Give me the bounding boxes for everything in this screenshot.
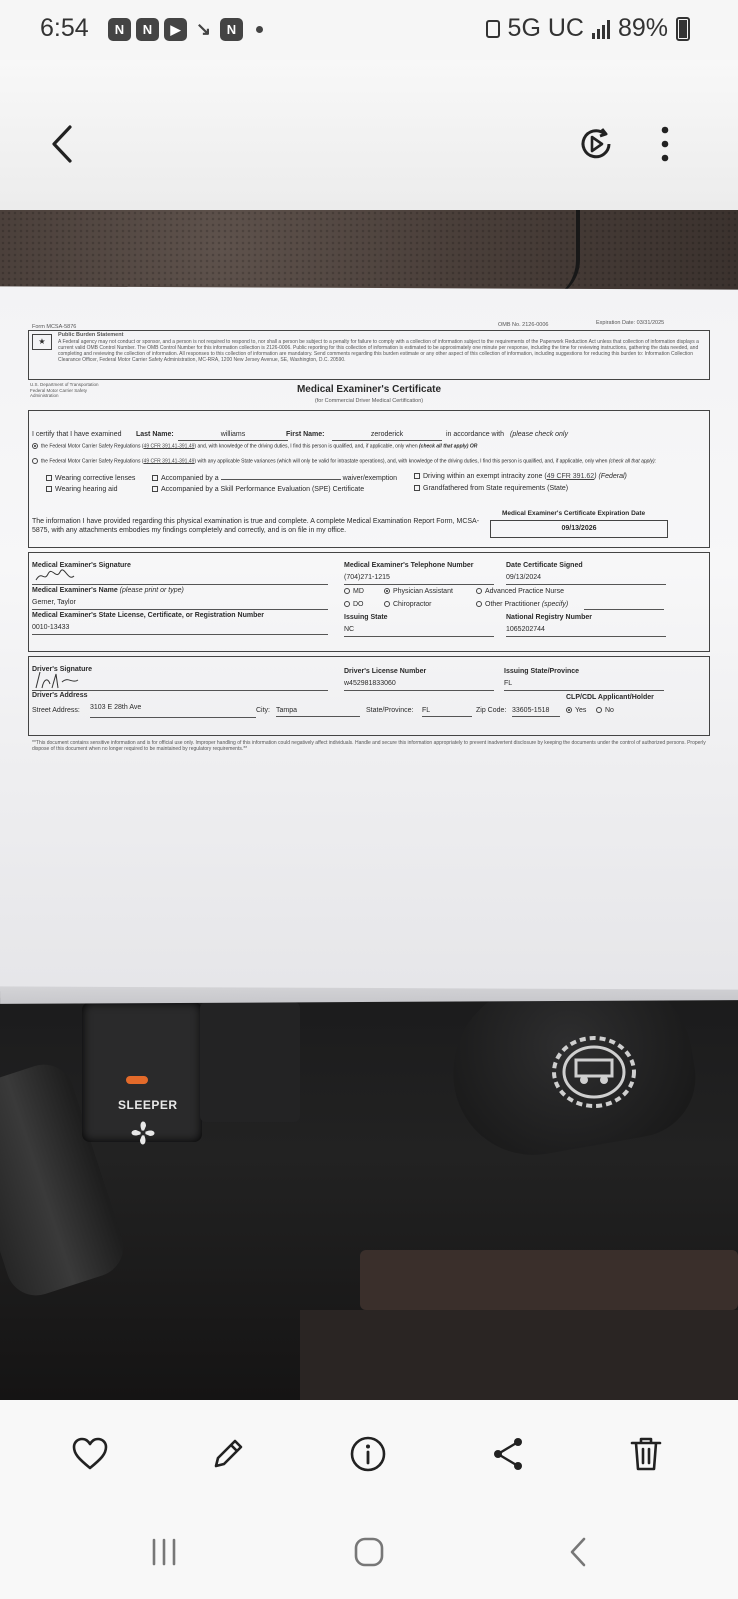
- delete-button[interactable]: [622, 1430, 670, 1478]
- battery-percent: 89%: [617, 14, 668, 42]
- battery-icon: [676, 17, 690, 41]
- sleeper-label: SLEEPER: [118, 1098, 178, 1112]
- radio-no: No: [596, 707, 614, 716]
- radio-federal: [32, 443, 38, 449]
- share-button[interactable]: [484, 1430, 532, 1478]
- omb-number: OMB No. 2126-0006: [498, 322, 549, 328]
- screenshot-icon: [486, 20, 500, 38]
- youtube-icon: ▶: [164, 18, 187, 41]
- favorite-button[interactable]: [66, 1430, 114, 1478]
- news-app-icon: N: [136, 18, 159, 41]
- status-bar: [0, 0, 738, 60]
- form-number: Form MCSA-5876: [32, 324, 77, 330]
- driver-signature-label: Driver's Signature: [32, 666, 93, 673]
- radio-state: [32, 458, 38, 464]
- trash-icon: [629, 1435, 663, 1473]
- state-value: FL: [422, 707, 472, 717]
- missed-call-icon: ↘: [195, 19, 212, 39]
- checkbox-hearing: Wearing hearing aid: [46, 486, 118, 495]
- chevron-left-icon: [50, 124, 74, 164]
- examiner-phone-label: Medical Examiner's Telephone Number: [344, 562, 474, 569]
- top-app-bar: [0, 60, 738, 210]
- recents-icon: [149, 1538, 179, 1566]
- details-button[interactable]: [344, 1430, 392, 1478]
- certify-text: I certify that I have examined: [32, 431, 122, 438]
- certificate-subtitle: (for Commercial Driver Medical Certification): [314, 398, 424, 404]
- please-check-text: (please check only: [510, 431, 568, 438]
- home-button[interactable]: [345, 1530, 393, 1574]
- street-value: 3103 E 28th Ave: [90, 704, 256, 718]
- footer-notice: **This document contains sensitive information and is for official use only. Improper handling of this information could negatively affect individuals. Handle and secure this information appropriately to prevent inadvertent disclosure by keeping the documents under the control of authorized persons. Properly dispose of this document when no longer required to be maintained by regulatory requirements.**: [32, 740, 706, 753]
- burden-title: Public Burden Statement: [58, 332, 124, 338]
- share-icon: [491, 1436, 525, 1472]
- clp-label: CLP/CDL Applicant/Holder: [566, 694, 654, 701]
- heart-icon: [71, 1437, 109, 1471]
- examiner-signature: [34, 568, 84, 584]
- issuing-state-label: Issuing State: [344, 614, 388, 621]
- option-state: the Federal Motor Carrier Safety Regulations (49 CFR 391.41-391.49) with any applicable State variances (which will only be valid for intrastate operations), and, with knowledge of the driving duties, I find this person is qualified, and, if applicable, only when (check all that apply):: [32, 458, 708, 465]
- edit-button[interactable]: [204, 1430, 252, 1478]
- checkbox-lenses: Wearing corrective lenses: [46, 475, 135, 484]
- city-label: City:: [256, 707, 270, 714]
- checkbox-accompanied: Accompanied by a waiver/exemption: [152, 475, 397, 484]
- radio-md: MD: [344, 588, 364, 597]
- home-icon: [353, 1536, 385, 1568]
- more-options-button[interactable]: [650, 122, 680, 166]
- status-time: 6:54: [40, 14, 89, 42]
- switch-panel: [200, 1002, 300, 1122]
- recents-button[interactable]: [140, 1530, 188, 1574]
- status-right: [486, 14, 690, 43]
- back-icon: [568, 1536, 588, 1568]
- system-nav-bar: [0, 1510, 738, 1599]
- info-statement: The information I have provided regarding this physical examination is true and complete. A complete Medical Examination Report Form, MCSA-5875, with any attachments embodies my findings completely and correctly, and is on file in my office.: [32, 518, 480, 534]
- zip-value: 33605-1518: [512, 707, 560, 717]
- radio-chiro: Chiropractor: [384, 601, 432, 610]
- option-federal: the Federal Motor Carrier Safety Regulations (49 CFR 391.41-391.49) and, with knowledge of the driving duties, I find this person is qualified, and, if applicable, only when (check all that apply) OR: [32, 443, 708, 450]
- notification-icons: [108, 18, 263, 41]
- certificate-title: Medical Examiner's Certificate: [296, 384, 442, 395]
- play-refresh-icon: [576, 124, 616, 164]
- agency-name: U.S. Department of Transportation Federal Motor Carrier Safety Administration: [30, 382, 99, 399]
- pencil-icon: [210, 1436, 246, 1472]
- dl-state-label: Issuing State/Province: [504, 668, 580, 675]
- license-number: 0010-13433: [32, 624, 70, 631]
- examiner-phone: (704)271-1215: [344, 574, 390, 581]
- expiration-label: Medical Examiner's Certificate Expiration Date: [502, 510, 646, 517]
- street-label: Street Address:: [32, 707, 80, 714]
- examiner-signature-label: Medical Examiner's Signature: [32, 562, 131, 569]
- sleeper-led: [126, 1076, 148, 1084]
- console-trim: [360, 1250, 738, 1310]
- burden-text: A Federal agency may not conduct or sponsor, and a person is not required to respond to, nor shall a person be subject to a penalty for failure to comply with a collection of information subject to the requirements of the Paperwork Reduction Act unless that collection of information displays a current valid OMB Control Number. The OMB Control Number for this information collection is 2126-0006. Public reporting for this collection of information is estimated to be approximately one minute per response, including the time for reviewing instructions, gathering the data needed, and completing and reviewing the collection of information. All responses to this collection of information are mandatory. Send comments regarding this burden estimate or any other aspect of this collection of information, including suggestions for reducing this burden to: Information Collection Clearance Officer, Federal Motor Carrier Safety Administration, MC-RRA, 1200 New Jersey Avenue, SE, Washington, D.C. 20590.: [58, 339, 699, 363]
- radio-yes: Yes: [566, 707, 586, 716]
- info-icon: [349, 1435, 387, 1473]
- registry-number: 1065202744: [506, 626, 545, 633]
- fan-icon: [126, 1116, 160, 1150]
- checkbox-intracity: Driving within an exempt intracity zone (49 CFR 391.62) (Federal): [414, 473, 627, 482]
- first-name-value: zeroderick: [332, 431, 442, 441]
- last-name-value: williams: [178, 431, 288, 441]
- state-label: State/Province:: [366, 707, 414, 714]
- photo-viewer[interactable]: [0, 210, 738, 1400]
- nav-back-button[interactable]: [554, 1530, 602, 1574]
- examiner-name: Gerner, Taylor: [32, 599, 76, 606]
- last-name-label: Last Name:: [136, 431, 174, 438]
- signal-icon: [592, 19, 610, 39]
- date-signed: 09/13/2024: [506, 574, 542, 581]
- radio-pa: Physician Assistant: [384, 588, 453, 597]
- city-value: Tampa: [276, 707, 360, 717]
- more-vertical-icon: [661, 126, 669, 162]
- radio-other: Other Practitioner (specify): [476, 601, 568, 610]
- driver-signature: [32, 670, 86, 692]
- more-notifications-icon: [256, 26, 263, 33]
- examiner-name-label: Medical Examiner's Name (please print or type): [32, 587, 184, 594]
- remaster-button[interactable]: [574, 122, 618, 166]
- news-app-icon: N: [108, 18, 131, 41]
- trailer-brake-icon: [546, 1032, 642, 1112]
- expiration-date: 09/13/2026: [561, 525, 597, 532]
- news-app-icon: N: [220, 18, 243, 41]
- first-name-label: First Name:: [286, 431, 325, 438]
- dl-label: Driver's License Number: [344, 668, 427, 675]
- radio-apn: Advanced Practice Nurse: [476, 588, 564, 597]
- dl-state: FL: [504, 680, 513, 687]
- date-signed-label: Date Certificate Signed: [506, 562, 583, 569]
- license-label: Medical Examiner's State License, Certificate, or Registration Number: [32, 612, 264, 619]
- zip-label: Zip Code:: [476, 707, 507, 714]
- dl-number: w452981833060: [344, 680, 396, 687]
- registry-label: National Registry Number: [506, 614, 592, 621]
- driver-address-label: Driver's Address: [32, 692, 88, 699]
- issuing-state: NC: [344, 626, 355, 633]
- cabin-floor: [300, 1310, 738, 1400]
- radio-do: DO: [344, 601, 364, 610]
- back-button[interactable]: [40, 122, 84, 166]
- network-type: 5G UC: [507, 14, 584, 42]
- expiration-note: Expiration Date: 03/31/2025: [596, 320, 665, 326]
- accordance-text: in accordance with: [446, 431, 504, 438]
- checkbox-grandfathered: Grandfathered from State requirements (State): [414, 485, 568, 494]
- action-bar: [0, 1400, 738, 1510]
- checkbox-spe: Accompanied by a Skill Performance Evaluation (SPE) Certificate: [152, 486, 364, 495]
- dot-logo-icon: ★: [32, 334, 52, 350]
